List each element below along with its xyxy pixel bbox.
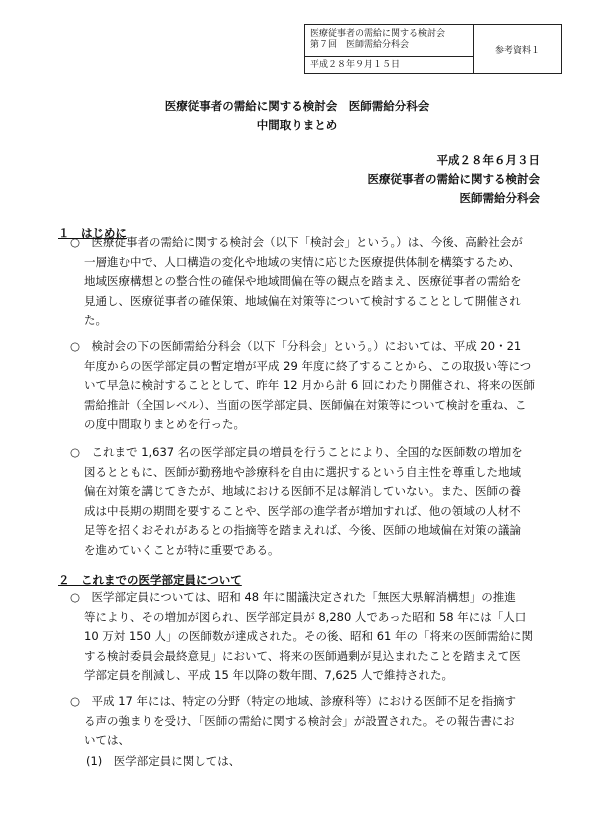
issue-date: 平成２８年６月３日	[436, 153, 540, 167]
section-heading-medical-school-quota: ２ これまでの医学部定員について	[58, 573, 242, 587]
paragraph-line: を進めていくことが特に重要である。	[84, 542, 280, 557]
paragraph-line: ○ 医療従事者の需給に関する検討会（以下「検討会」という。）は、今後、高齢社会が	[70, 235, 523, 249]
paragraph-line: 10 万対 150 人」の医師数が達成された。その後、昭和 61 年の「将来の医師需給に関	[84, 629, 533, 643]
paragraph-line: ○ 医学部定員については、昭和 48 年に閣議決定された「無医大県解消構想」の推進	[70, 590, 516, 604]
reference-date: 平成２８年９月１５日	[310, 60, 401, 70]
reference-box-left	[305, 25, 474, 73]
section-heading-introduction: １ はじめに	[58, 226, 127, 240]
issuer-suborg: 医師需給分科会	[459, 191, 540, 205]
document-title: 医療従事者の需給に関する検討会 医師需給分科会	[164, 99, 430, 113]
paragraph-line: 見通し、医療従事者の確保策、地域偏在対策等について検討することとして開催され	[84, 293, 521, 308]
paragraph-line: 偏在対策を講じてきたが、地域における医師不足は解消していない。また、医師の養	[84, 484, 521, 498]
paragraph-line: 学部定員を削減し、平成 15 年以降の数年間、7,625 人で維持された。	[84, 668, 454, 682]
paragraph-line: いては、	[84, 733, 130, 747]
paragraph	[70, 692, 516, 751]
paragraph-line: ○ 平成 17 年には、特定の分野（特定の地域、診療科等）における医師不足を指摘す	[70, 694, 516, 708]
reference-session: 第７回 医師需給分科会	[310, 40, 410, 50]
paragraph	[70, 337, 535, 435]
reference-box	[304, 24, 562, 74]
paragraph-line: 成は中長期の期間を要することや、医学部の進学者が増加すれば、他の領域の人材不	[84, 503, 521, 518]
document-subtitle: 中間取りまとめ	[256, 118, 338, 132]
paragraph-line: 足等を招くおそれがあるとの指摘等を踏まえれば、今後、医師の地域偏在対策の議論	[84, 523, 521, 537]
paragraph-line: 地域医療構想との整合性の確保や地域間偏在等の観点を踏まえ、医療従事者の需給を	[84, 274, 522, 288]
paragraph-line: 等により、その増加が図られ、医学部定員が 8,280 人であった昭和 58 年には「人口	[84, 609, 527, 624]
paragraph	[70, 443, 523, 560]
reference-meeting-name: 医療従事者の需給に関する検討会	[310, 29, 446, 39]
reference-box-meeting	[305, 25, 473, 57]
paragraph-line: ○ これまで 1,637 名の医学部定員の増員を行うことにより、全国的な医師数の増加を	[70, 445, 523, 459]
reference-label: 参考資料１	[494, 45, 540, 56]
paragraph-line: の度中間取りまとめを行った。	[84, 417, 245, 431]
paragraph	[70, 233, 523, 331]
paragraph-line: 図るとともに、医師が勤務地や診療科を自由に選択するという自主性を尊重した地域	[84, 464, 521, 479]
paragraph-line: 需給推計（全国レベル）、当面の医学部定員、医師偏在対策等について検討を重ね、こ	[84, 397, 527, 412]
paragraph-line: 一層進む中で、人口構造の変化や地域の実情に応じた医療提供体制を構築するため、	[84, 254, 521, 269]
paragraph-line: 年度からの医学部定員の暫定増が平成 29 年度に終了することから、この取扱い等につ	[84, 358, 532, 373]
paragraph	[70, 588, 533, 686]
paragraph-line: する検討委員会最終意見」において、将来の医師過剰が見込まれたことを踏まえて医	[84, 648, 521, 663]
issuer-org: 医療従事者の需給に関する検討会	[367, 172, 540, 186]
paragraph-line: ○ 検討会の下の医師需給分科会（以下「分科会」という。）においては、平成 20・21	[70, 339, 522, 353]
sub-item: (1) 医学部定員に関しては、	[86, 754, 241, 768]
paragraph-line: いて早急に検討することとして、昨年 12 月から計 6 回にわたり開催され、将来の医師	[84, 378, 536, 392]
paragraph-line: る声の強まりを受け、「医師の需給に関する検討会」が設置された。その報告書にお	[84, 713, 515, 728]
paragraph-line: た。	[84, 313, 107, 327]
